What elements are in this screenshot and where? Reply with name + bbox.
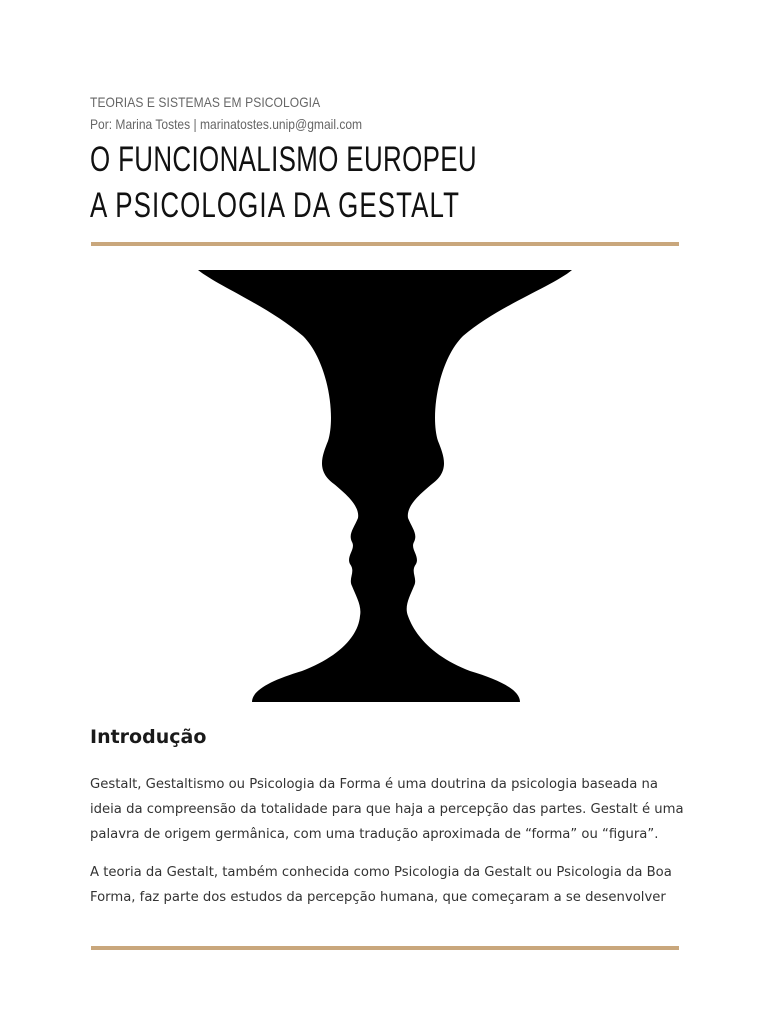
document-title: O FUNCIONALISMO EUROPEU xyxy=(90,140,477,179)
top-divider xyxy=(91,242,679,246)
rubin-vase-figure xyxy=(148,266,618,706)
author-byline: Por: Marina Tostes | marinatostes.unip@gmail.com xyxy=(90,116,363,132)
course-kicker: TEORIAS E SISTEMAS EM PSICOLOGIA xyxy=(90,94,321,110)
rubin-vase-icon xyxy=(148,266,618,706)
section-heading: Introdução xyxy=(90,726,207,748)
bottom-divider xyxy=(91,946,679,950)
document-subtitle: A PSICOLOGIA DA GESTALT xyxy=(90,186,461,225)
intro-paragraph-1: Gestalt, Gestaltismo ou Psicologia da Forma é uma doutrina da psicologia baseada na ideia da compreensão da totalidade para que haja a percepção das partes. Gestalt é uma palavra de origem germânica, com uma tradução aproximada de “forma” ou “figura”. xyxy=(90,777,684,842)
vase-silhouette xyxy=(198,270,572,702)
intro-paragraph-2: A teoria da Gestalt, também conhecida como Psicologia da Gestalt ou Psicologia da Boa Forma, faz parte dos estudos da percepção humana, que começaram a se desenvolver xyxy=(90,865,672,905)
